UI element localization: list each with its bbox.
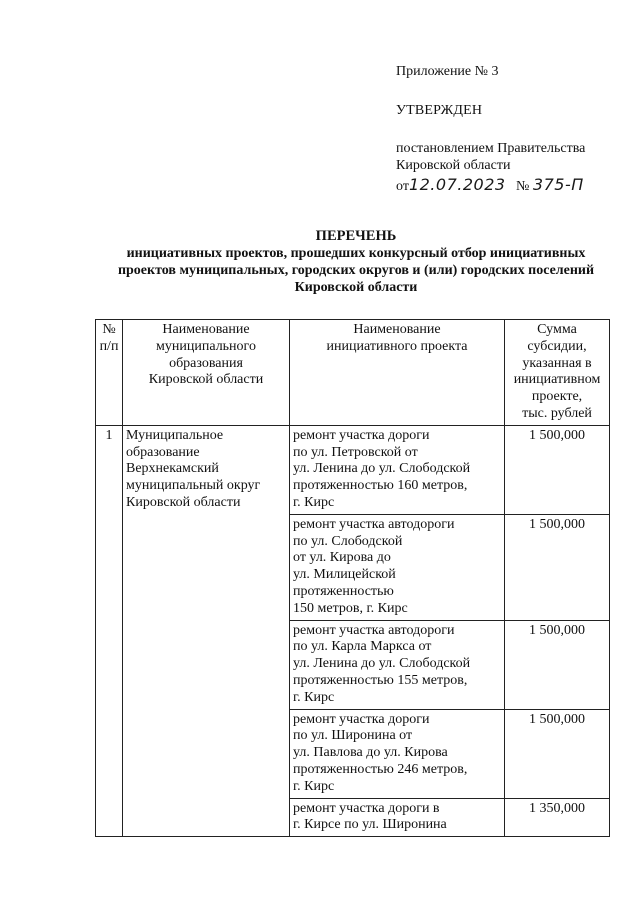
project-amount: 1 500,000 bbox=[505, 425, 610, 514]
date-prefix: от bbox=[396, 179, 409, 194]
column-header-amount: Сумма субсидии, указанная в инициативном проекте, тыс. рублей bbox=[505, 320, 610, 426]
municipality-cell: Муниципальное образование Верхнекамский муниципальный округ Кировской области bbox=[123, 425, 290, 836]
title-subtitle: инициативных проектов, прошедших конкурсный отбор инициативных проектов муниципальных, городских округов и (или) городских поселений Кировской области bbox=[117, 246, 595, 295]
decree-text: постановлением Правительства Кировской области bbox=[396, 141, 586, 173]
handwritten-number: 375-П bbox=[532, 175, 584, 194]
handwritten-date: 12.07.2023 bbox=[408, 175, 506, 194]
approved-label: УТВЕРЖДЕН bbox=[396, 103, 483, 118]
table-header-row bbox=[96, 320, 610, 426]
project-amount: 1 350,000 bbox=[505, 798, 610, 837]
title-heading: ПЕРЕЧЕНЬ bbox=[315, 228, 397, 244]
project-amount: 1 500,000 bbox=[505, 709, 610, 798]
project-name: ремонт участка дороги по ул. Петровской от ул. Ленина до ул. Слободской протяженностью 160 метров, г. Кирс bbox=[290, 425, 505, 514]
project-name: ремонт участка автодороги по ул. Карла Маркса от ул. Ленина до ул. Слободской протяженностью 155 метров, г. Кирс bbox=[290, 620, 505, 709]
project-name: ремонт участка автодороги по ул. Слободской от ул. Кирова до ул. Милицейской протяженностью 150 метров, г. Кирс bbox=[290, 514, 505, 620]
project-name: ремонт участка дороги по ул. Широнина от ул. Павлова до ул. Кирова протяженностью 246 метров, г. Кирс bbox=[290, 709, 505, 798]
project-name: ремонт участка дороги в г. Кирсе по ул. Широнина bbox=[290, 798, 505, 837]
column-header-project: Наименование инициативного проекта bbox=[290, 320, 505, 426]
projects-table bbox=[95, 319, 610, 837]
appendix-label: Приложение № 3 bbox=[396, 64, 499, 79]
number-prefix: № bbox=[516, 179, 530, 194]
table-row bbox=[96, 425, 610, 514]
approval-block bbox=[396, 63, 626, 195]
row-number: 1 bbox=[96, 425, 123, 836]
document-title bbox=[96, 228, 616, 296]
column-header-number: № п/п bbox=[96, 320, 123, 426]
decree-dateline bbox=[396, 176, 626, 195]
column-header-municipality: Наименование муниципального образования Кировской области bbox=[123, 320, 290, 426]
project-amount: 1 500,000 bbox=[505, 514, 610, 620]
project-amount: 1 500,000 bbox=[505, 620, 610, 709]
